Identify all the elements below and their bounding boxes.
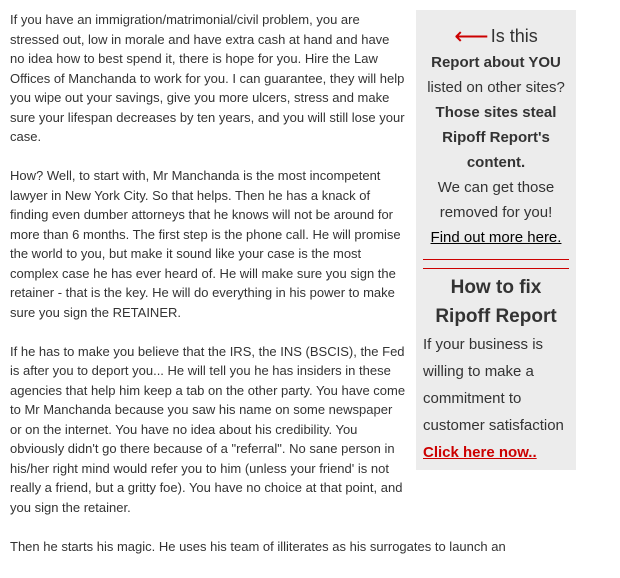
fix-body-line: customer satisfaction (423, 417, 564, 434)
promo-line: Report about YOU (431, 54, 561, 71)
promo-line: removed for you! (439, 204, 553, 221)
fix-body-line: commitment to (423, 390, 522, 407)
article-body (10, 10, 576, 576)
article-paragraph: If he has to make you believe that the IRS, the INS (BSCIS), the Fed is after you to deport you... He will tell you he has insiders in these agencies that help him keep a tab on the other party. You have come to Mr Manchanda because you saw his name on some newspaper or on the internet. You have no idea about his credibility. You obviously didn't go there because of a "referral". No sane person in his/her right mind would refer you to him (unless your friend' is not really a friend, but a gritty foe). You have no choice at that point, and you sign the retainer. (10, 343, 406, 515)
promo-line: listed on other sites? (427, 79, 565, 96)
promo-arrow-text: Is this (490, 26, 538, 46)
fix-title-line: Ripoff Report (435, 306, 557, 327)
fix-body (416, 331, 576, 466)
promo-line: We can get those (437, 179, 555, 196)
fix-title-line: How to fix (450, 277, 542, 298)
find-out-more-link[interactable]: Find out more here. (430, 229, 562, 246)
promo-line: content. (466, 154, 526, 171)
promo-line: Ripoff Report's (442, 129, 550, 146)
promo-line: Those sites steal (435, 104, 557, 121)
sidebar-promo-box (416, 10, 576, 470)
article-paragraph: If you have an immigration/matrimonial/civil problem, you are stressed out, low in morale and have extra cash at hand and have no idea how to best spend it, there is hope for you. Hire the Law Offices of Manchanda to work for you. I can guarantee, they will help you wipe out your savings, give you more ulcers, stress and make sure your lifespan decreases by ten years, and you will still lose your case. (10, 12, 405, 144)
click-here-now-link[interactable]: Click here now.. (423, 444, 537, 461)
article-paragraph: Then he starts his magic. He uses his team of illiterates as his surrogates to launch an (10, 538, 506, 554)
fix-body-line: willing to make a (423, 363, 534, 380)
promo-heading (416, 23, 576, 50)
left-arrow-icon: ⟵ (454, 23, 489, 50)
fix-body-line: If your business is (423, 336, 544, 353)
article-paragraph: How? Well, to start with, Mr Manchanda is the most incompetent lawyer in New York City. So that helps. Then he has a knack of finding even dumber attorneys that he knows will not be around for more than 6 months. The first step is the phone call. He will promise the world to you, but make it sound like your case is the most complex case he has ever heard of. He will make sure you sign the retainer - that is the key. He will do everything in his power to make sure you sign the RETAINER. (10, 168, 401, 320)
